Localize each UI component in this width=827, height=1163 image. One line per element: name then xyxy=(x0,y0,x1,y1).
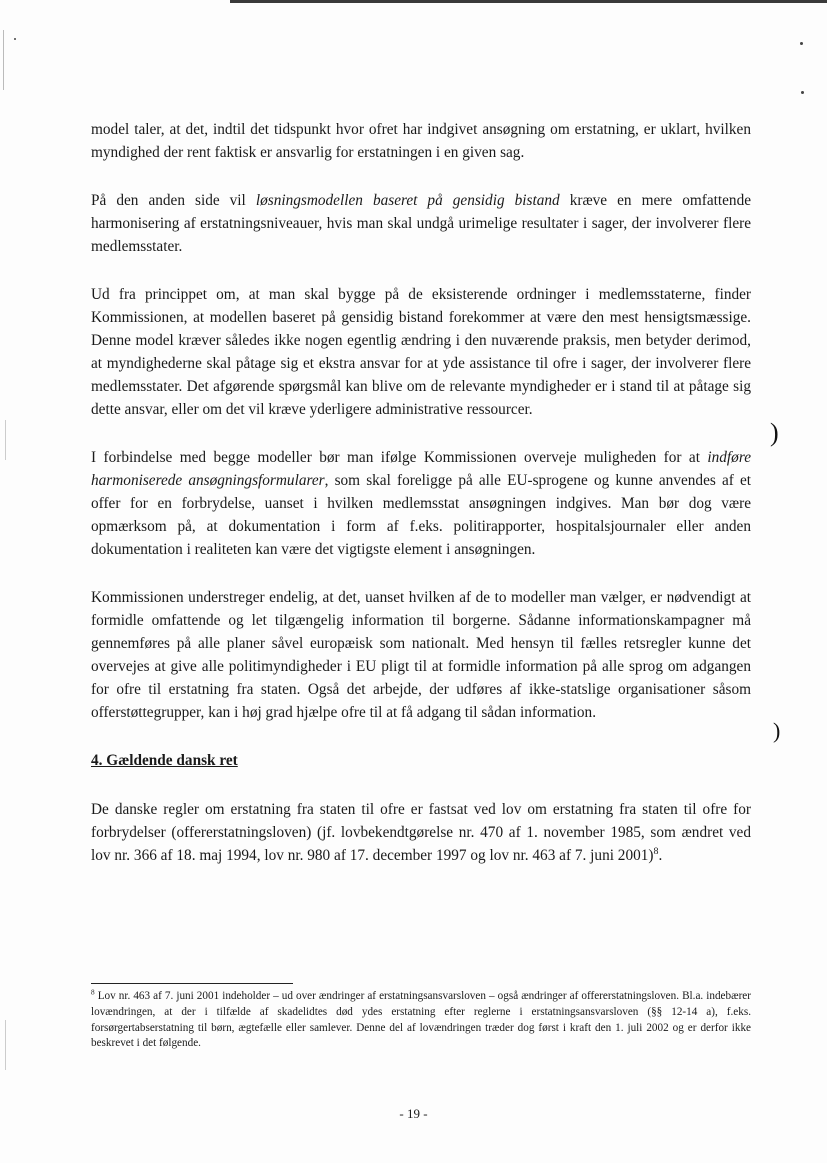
paragraph-5: Kommissionen understreger endelig, at det, uanset hvilken af de to modeller man vælger, er nødvendigt at formidle omfattende og let tilgængelig information til borgerne. Sådanne informationskampagner må gennemføres på alle planer såvel europæisk som nationalt. Med hensyn til fælles retsregler kunne det overvejes at give alle politimyndigheder i EU pligt til at formidle information på alle sprog om adgangen for ofre til erstatning fra staten. Også det arbejde, der udføres af ikke-statslige organisationer såsom offerstøttegrupper, kan i høj grad hjælpe ofre til at få adgang til sådan information. xyxy=(91,589,751,721)
paragraph-2-text-a: På den anden side vil xyxy=(91,192,256,209)
paragraph-1: model taler, at det, indtil det tidspunkt hvor ofret har indgivet ansøgning om erstatning, er uklart, hvilken myndighed der rent faktisk er ansvarlig for erstatningen i en given sag. xyxy=(91,121,751,161)
paragraph-4-text-b: , som skal foreligge på alle EU-sprogene og kunne anvendes af et offer for en forbrydelse, uanset i hvilken medlemsstat ansøgningen indgives. Man bør dog være opmærksom på, at dokumentation i form af f.eks. politirapporter, hospitalsjournaler eller anden dokumentation i realiteten kan være det vigtigste element i ansøgningen. xyxy=(91,472,752,558)
footnote-separator xyxy=(91,983,293,984)
paragraph-2-text-b: kræve en mere omfattende harmonisering af erstatningsniveauer, hvis man skal undgå urimelige resultater i sager, der involverer flere medlemsstater. xyxy=(91,192,752,255)
footnote-reference[interactable]: 8 xyxy=(653,845,659,857)
paragraph-6-text: De danske regler om erstatning fra staten til ofre er fastsat ved lov om erstatning fra staten til ofre for forbrydelser (offererstatningsloven) (jf. lovbekendtgørelse nr. 470 af 1. november 1985, som ændret ved lov nr. 366 af 18. maj 1994, lov nr. 980 af 17. december 1997 og lov nr. 463 af 7. juni 2001) xyxy=(91,801,751,864)
page-number: - 19 - xyxy=(399,1106,428,1121)
paragraph-3: Ud fra princippet om, at man skal bygge på de eksisterende ordninger i medlemsstaterne, finder Kommissionen, at modellen baseret på gensidig bistand forekommer at være den mest hensigtsmæssige. Denne model kræver således ikke nogen egentlig ændring i den nuværende praksis, men betyder derimod, at myndighederne skal påtage sig et ekstra ansvar for at yde assistance til ofre i sager, der involverer flere medlemsstater. Det afgørende spørgsmål kan blive om de relevante myndigheder er i stand til at påtage sig dette ansvar, eller om det vil kræve yderligere administrative ressourcer. xyxy=(91,286,751,418)
scan-top-border xyxy=(230,0,827,3)
scan-edge-mark xyxy=(5,420,6,460)
scan-edge-mark xyxy=(5,1020,6,1070)
document-body xyxy=(91,118,751,867)
paragraph-4 xyxy=(91,446,751,561)
footnote xyxy=(91,989,751,1052)
paragraph-2-emphasis: løsningsmodellen baseret på gensidig bistand xyxy=(255,192,560,209)
margin-bracket-mark: ) xyxy=(770,418,779,447)
section-heading: 4. Gældende dansk ret xyxy=(91,752,238,769)
footnote-text: Lov nr. 463 af 7. juni 2001 indeholder – ud over ændringer af erstatningsansvarsloven – også ændringer af offererstatningsloven. Bl.a. indebærer lovændringen, at der i tilfælde af skadelidtes død ydes erstatning efter reglerne i erstatningsansvarsloven (§§ 12-14 a), f.eks. forsørgertabserstatning til børn, ægtefælle eller samlever. Denne del af lovændringen træder dog først i kraft den 1. juli 2002 og er derfor ikke beskrevet i det følgende. xyxy=(91,990,751,1050)
scan-speck xyxy=(14,38,16,40)
scan-edge-mark xyxy=(3,30,4,90)
margin-bracket-mark: ) xyxy=(773,718,781,743)
paragraph-4-emphasis: indføre harmoniserede ansøgningsformularer xyxy=(91,449,751,489)
footnote-number: 8 xyxy=(91,988,95,997)
scan-speck xyxy=(800,42,803,45)
paragraph-6 xyxy=(91,798,751,867)
scan-speck xyxy=(801,91,804,94)
paragraph-2 xyxy=(91,189,751,258)
paragraph-4-text-a: I forbindelse med begge modeller bør man ifølge Kommissionen overveje muligheden for at xyxy=(91,449,708,466)
paragraph-6-end: . xyxy=(658,847,663,864)
